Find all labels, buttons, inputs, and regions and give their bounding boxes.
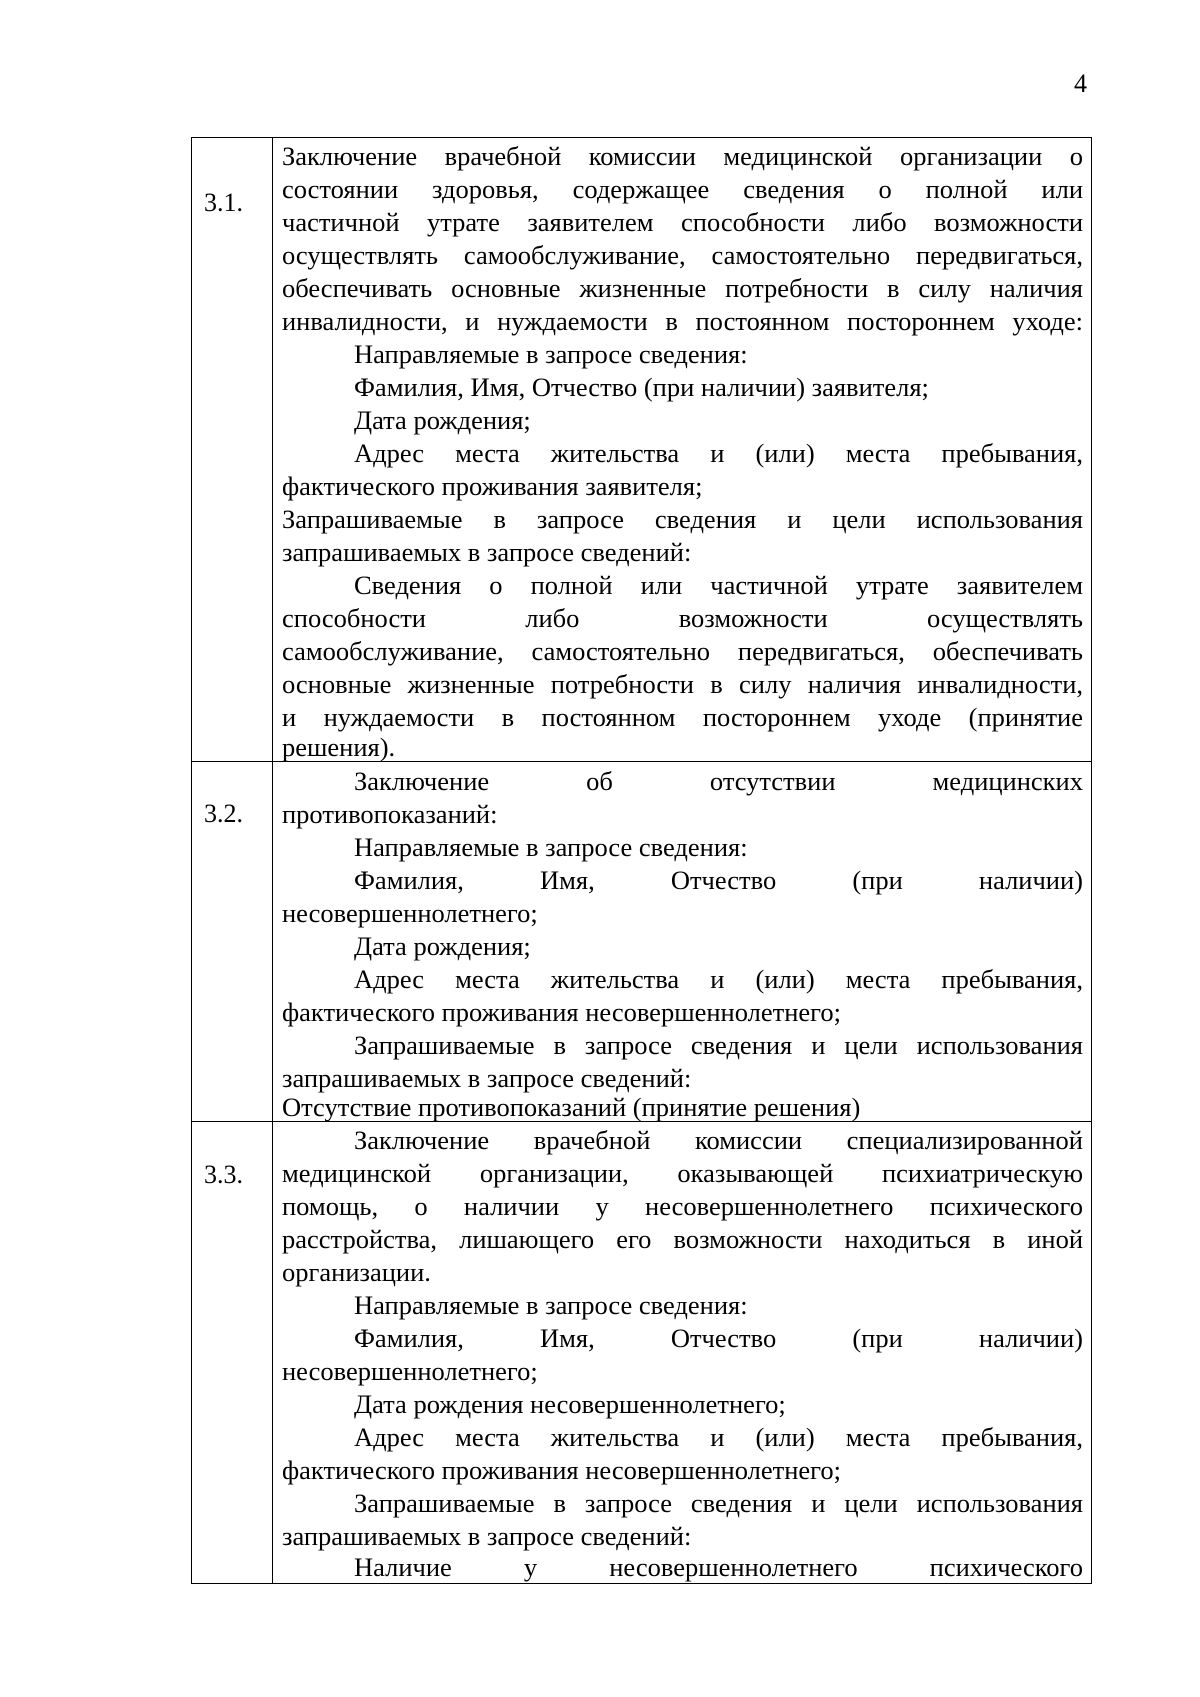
text-line: Фамилия, Имя, Отчество (при наличии) (354, 1323, 1083, 1353)
text-line: осуществлять самообслуживание, самостоятельно передвигаться, (282, 240, 1083, 270)
row-text-cell (273, 762, 1092, 1122)
row-text-cell (273, 138, 1092, 762)
text-line: состоянии здоровья, содержащее сведения о полной или (282, 174, 1083, 204)
text-line: Адрес места жительства и (или) места пребывания, (354, 1422, 1083, 1452)
text-line: несовершеннолетнего; (282, 898, 538, 928)
text-line: организации. (282, 1257, 431, 1287)
text-line: Заключение врачебной комиссии медицинской организации о (282, 141, 1083, 171)
text-line: Наличие у несовершеннолетнего психического (354, 1552, 1083, 1582)
text-line: Заключение врачебной комиссии специализированной (354, 1125, 1083, 1155)
text-line: Фамилия, Имя, Отчество (при наличии) (354, 865, 1083, 895)
text-line: Направляемые в запросе сведения: (354, 339, 748, 369)
text-line: самообслуживание, самостоятельно передвигаться, обеспечивать (282, 636, 1083, 666)
text-line: фактического проживания несовершеннолетнего; (282, 997, 841, 1027)
requirements-table (191, 137, 1092, 1584)
text-line: запрашиваемых в запросе сведений: (282, 1521, 692, 1551)
row-number-cell (192, 1122, 273, 1584)
text-line: помощь, о наличии у несовершеннолетнего психического (282, 1191, 1083, 1221)
text-line: Дата рождения; (354, 931, 531, 961)
row-number: 3.3. (204, 1160, 243, 1189)
text-line: несовершеннолетнего; (282, 1356, 538, 1386)
text-line: противопоказаний: (282, 799, 498, 829)
text-line: и нуждаемости в постоянном постороннем уходе (принятие (282, 702, 1083, 732)
text-line: Направляемые в запросе сведения: (354, 832, 748, 862)
page-number: 4 (1074, 69, 1087, 98)
text-line: обеспечивать основные жизненные потребности в силу наличия (282, 273, 1083, 303)
text-line: Отсутствие противопоказаний (принятие решения) (282, 1092, 861, 1122)
text-line: Дата рождения несовершеннолетнего; (354, 1389, 786, 1419)
text-line: Адрес места жительства и (или) места пребывания, (354, 964, 1083, 994)
row-number-cell (192, 138, 273, 762)
text-line: Заключение об отсутствии медицинских (354, 766, 1083, 796)
row-text-cell (273, 1122, 1092, 1584)
text-line: фактического проживания несовершеннолетнего; (282, 1455, 841, 1485)
text-line: Дата рождения; (354, 405, 531, 435)
text-line: способности либо возможности осуществлять (282, 603, 1083, 633)
text-line: Запрашиваемые в запросе сведения и цели использования (354, 1488, 1083, 1518)
row-number: 3.1. (204, 188, 243, 217)
text-line: Сведения о полной или частичной утрате заявителем (354, 570, 1083, 600)
text-line: фактического проживания заявителя; (282, 471, 703, 501)
text-line: Фамилия, Имя, Отчество (при наличии) заявителя; (354, 372, 929, 402)
text-line: Направляемые в запросе сведения: (354, 1290, 748, 1320)
text-line: решения). (282, 732, 396, 762)
text-line: частичной утрате заявителем способности либо возможности (282, 207, 1083, 237)
table-row (192, 138, 1092, 762)
table-row (192, 762, 1092, 1122)
text-line: Запрашиваемые в запросе сведения и цели использования (354, 1030, 1083, 1060)
text-line: Адрес места жительства и (или) места пребывания, (354, 438, 1083, 468)
text-line: медицинской организации, оказывающей психиатрическую (282, 1158, 1083, 1188)
text-line: основные жизненные потребности в силу наличия инвалидности, (282, 669, 1083, 699)
row-number: 3.2. (204, 799, 243, 828)
text-line: расстройства, лишающего его возможности находиться в иной (282, 1224, 1083, 1254)
table-row (192, 1122, 1092, 1584)
row-number-cell (192, 762, 273, 1122)
text-line: запрашиваемых в запросе сведений: (282, 1063, 692, 1093)
text-line: Запрашиваемые в запросе сведения и цели использования (282, 504, 1083, 534)
text-line: инвалидности, и нуждаемости в постоянном постороннем уходе: (282, 306, 1083, 336)
text-line: запрашиваемых в запросе сведений: (282, 537, 692, 567)
